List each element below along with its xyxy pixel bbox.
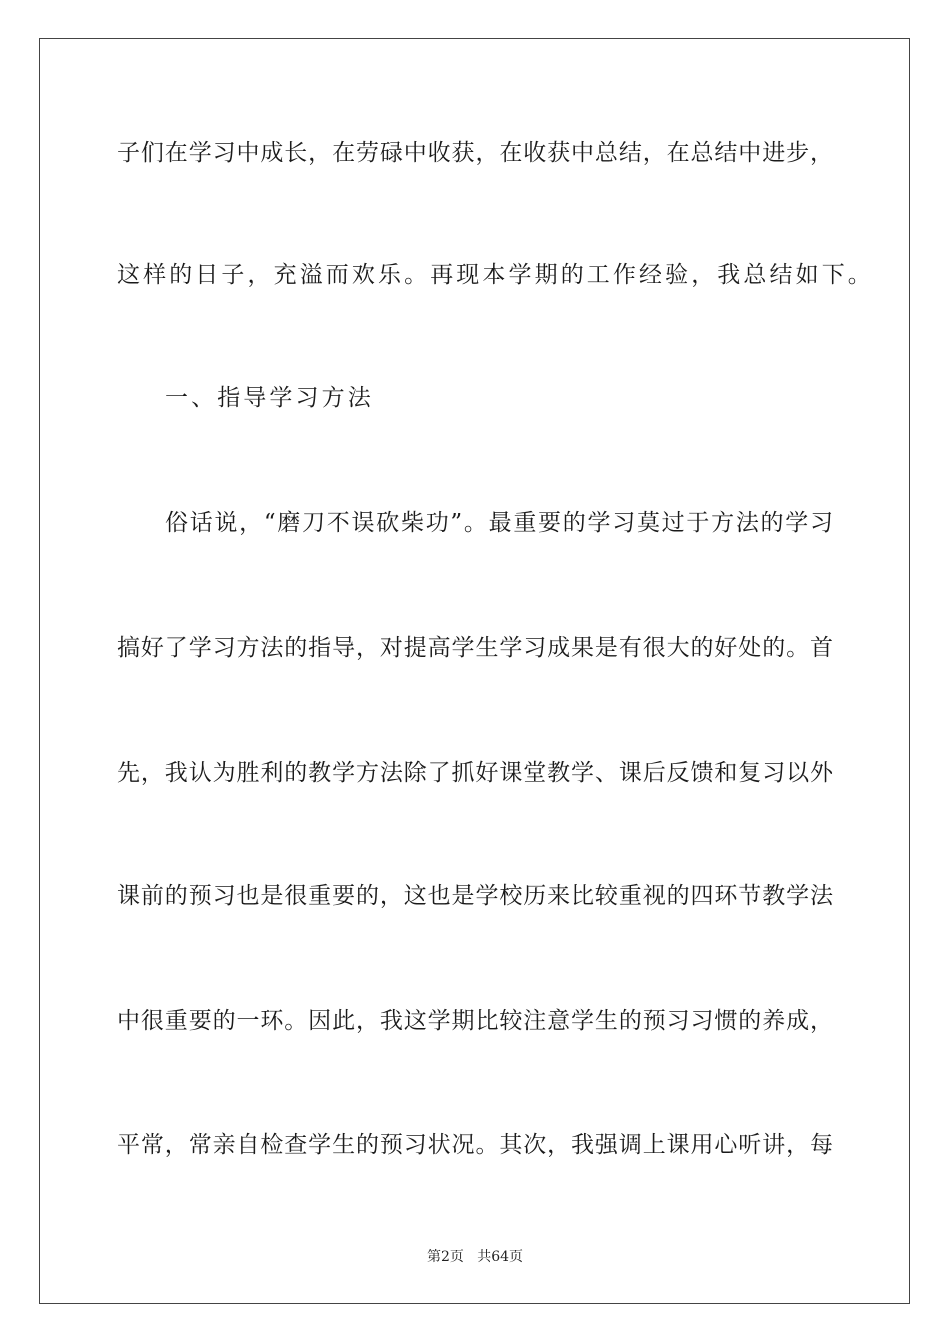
text-line-8: 中很重要的一环。因此，我这学期比较注意学生的预习习惯的养成， [117, 1008, 833, 1034]
section-heading: 一、指导学习方法 [165, 385, 374, 411]
text-line-4: 俗话说，“磨刀不误砍柴功”。最重要的学习莫过于方法的学习 [165, 510, 833, 536]
text-line-2: 这样的日子，充溢而欢乐。再现本学期的工作经验，我总结如下。 [117, 262, 874, 288]
text-line-5: 搞好了学习方法的指导，对提高学生学习成果是有很大的好处的。首 [117, 635, 833, 661]
text-line-6: 先，我认为胜利的教学方法除了抓好课堂教学、课后反馈和复习以外 [117, 760, 833, 786]
text-line-9: 平常，常亲自检查学生的预习状况。其次，我强调上课用心听讲，每 [117, 1132, 833, 1158]
text-line-1: 子们在学习中成长，在劳碌中收获，在收获中总结，在总结中进步， [117, 140, 833, 166]
text-line-7: 课前的预习也是很重要的，这也是学校历来比较重视的四环节教学法 [117, 883, 833, 909]
page-border [39, 38, 910, 1304]
page-number-footer: 第2页 共64页 [426, 1249, 524, 1265]
